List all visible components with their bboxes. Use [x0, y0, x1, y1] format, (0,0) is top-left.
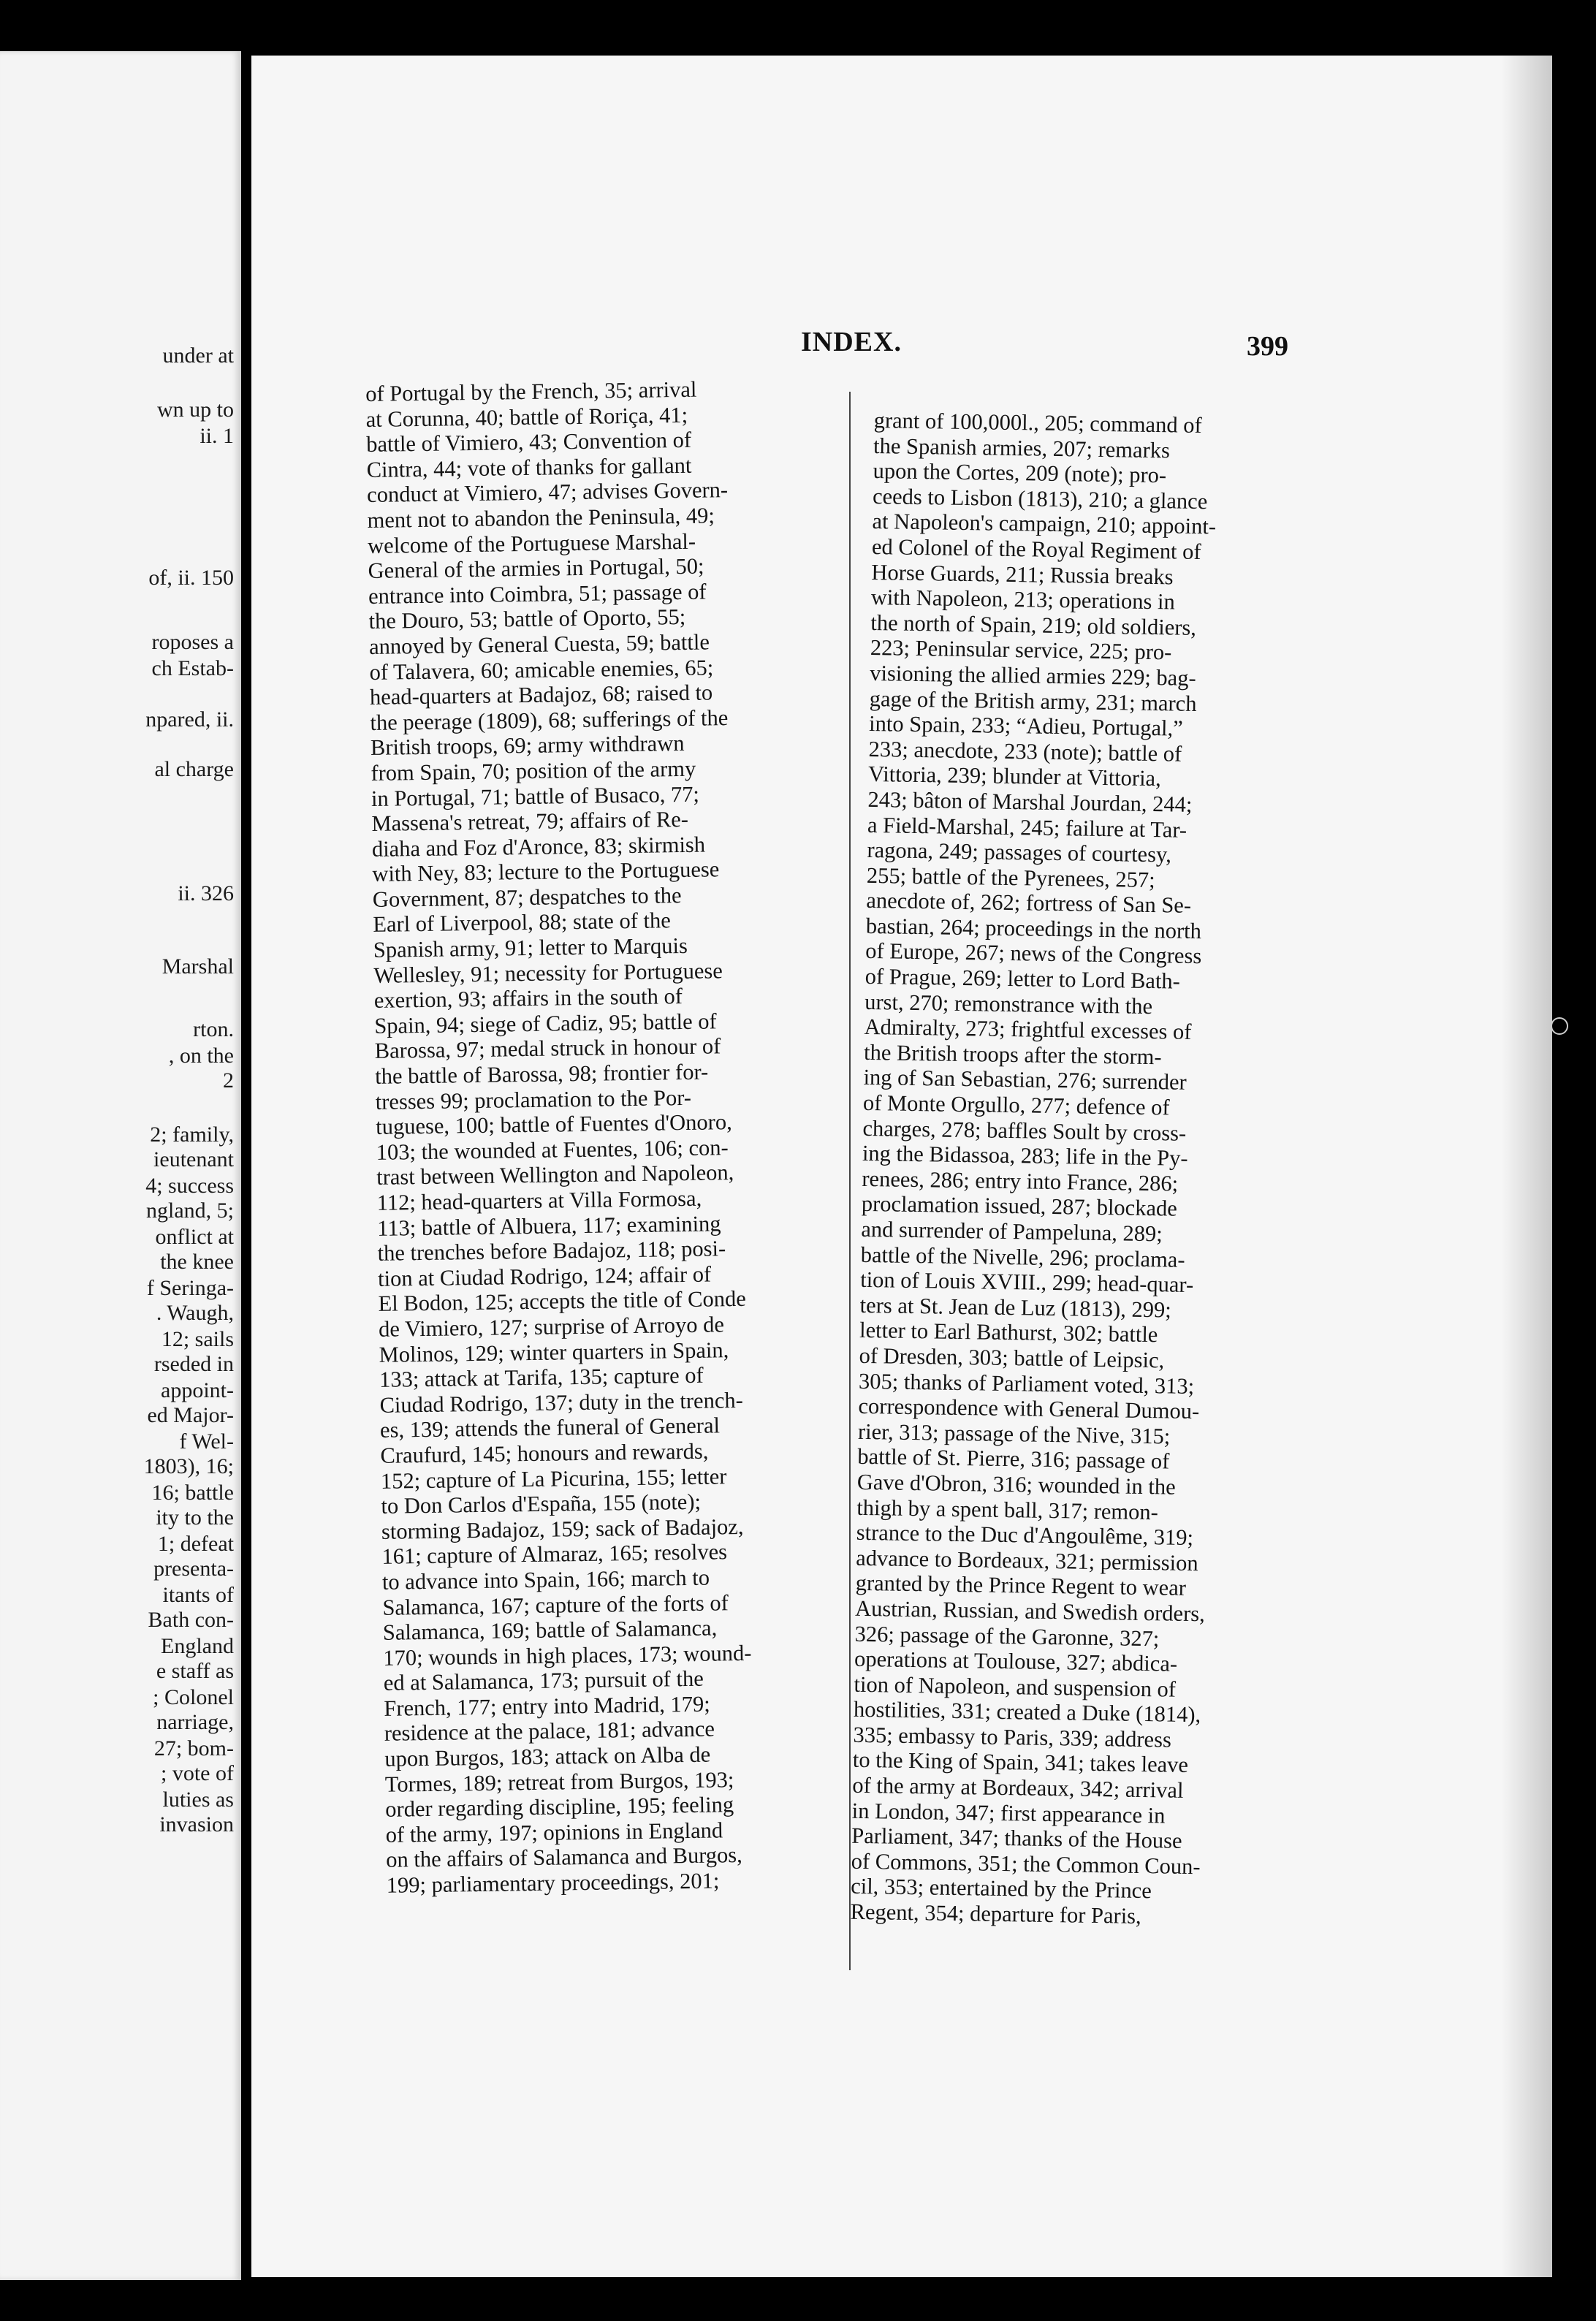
page-number: 399 — [1247, 331, 1288, 362]
index-entry-line: of Europe, 267; news of the Congress — [865, 938, 1202, 969]
facing-page-fragment: roposes a — [151, 630, 234, 654]
index-entry-line: ment not to abandon the Peninsula, 49; — [367, 503, 715, 533]
index-entry-line: granted by the Prince Regent to wear — [855, 1570, 1187, 1601]
index-entry-line: with Napoleon, 213; operations in — [870, 585, 1176, 615]
page-heading: INDEX. — [801, 327, 902, 357]
index-entry-line: Molinos, 129; winter quarters in Spain, — [379, 1337, 729, 1367]
index-entry-line: Barossa, 97; medal struck in honour of — [374, 1033, 721, 1064]
index-entry-line: upon the Cortes, 209 (note); pro- — [873, 458, 1167, 488]
index-entry-line: entrance into Coimbra, 51; passage of — [368, 579, 707, 609]
facing-page-fragment: ch Estab- — [151, 656, 234, 680]
index-entry-line: 112; head-quarters at Villa Formosa, — [376, 1185, 702, 1215]
facing-page-fragment: rseded in — [153, 1352, 234, 1376]
index-entry-line: the battle of Barossa, 98; frontier for- — [375, 1059, 709, 1089]
index-entry-line: 199; parliamentary proceedings, 201; — [386, 1868, 720, 1898]
facing-page-fragment: ity to the — [156, 1505, 234, 1530]
index-entry-line: Admiralty, 273; frightful excesses of — [864, 1014, 1192, 1045]
index-entry-line: 233; anecdote, 233 (note); battle of — [868, 736, 1182, 767]
index-entry-line: Tormes, 189; retreat from Burgos, 193; — [384, 1766, 734, 1797]
index-entry-line: in London, 347; first appearance in — [851, 1798, 1166, 1828]
facing-page-fragment: ieutenant — [153, 1147, 234, 1171]
index-entry-line: Regent, 354; departure for Paris, — [850, 1899, 1141, 1929]
index-entry-line: the peerage (1809), 68; sufferings of the — [370, 704, 729, 735]
index-entry-line: advance to Bordeaux, 321; permission — [856, 1545, 1198, 1576]
index-entry-line: trast between Wellington and Napoleon, — [376, 1160, 734, 1190]
index-entry-line: 335; embassy to Paris, 339; address — [853, 1722, 1172, 1752]
facing-page-fragment: ii. 1 — [200, 424, 234, 448]
facing-page-left — [0, 51, 241, 2280]
facing-page-fragment: e staff as — [156, 1659, 234, 1683]
index-entry-line: anecdote of, 262; fortress of San Se- — [866, 888, 1192, 919]
facing-page-fragment: npared, ii. — [145, 707, 234, 732]
index-entry-line: tresses 99; proclamation to the Por- — [375, 1084, 692, 1114]
index-entry-line: rier, 313; passage of the Nive, 315; — [857, 1418, 1171, 1449]
book-gutter — [241, 0, 251, 2321]
index-entry-line: 113; battle of Albuera, 117; examining — [376, 1210, 721, 1241]
index-entry-line: upon Burgos, 183; attack on Alba de — [384, 1741, 711, 1771]
index-entry-line: 243; bâton of Marshal Jourdan, 244; — [867, 786, 1193, 817]
index-entry-line: battle of the Nivelle, 296; proclama- — [860, 1242, 1185, 1272]
index-entry-line: proclamation issued, 287; blockade — [861, 1191, 1178, 1222]
index-entry-line: 326; passage of the Garonne, 327; — [854, 1621, 1160, 1651]
index-entry-line: Horse Guards, 211; Russia breaks — [871, 559, 1174, 590]
index-entry-line: in Portugal, 71; battle of Busaco, 77; — [370, 781, 700, 811]
index-entry-line: Massena's retreat, 79; affairs of Re- — [371, 806, 689, 837]
facing-page-fragment: 16; battle — [151, 1481, 234, 1505]
index-entry-line: es, 139; attends the funeral of General — [379, 1413, 721, 1443]
facing-page-fragment: 27; bom- — [153, 1736, 234, 1760]
facing-page-fragment: wn up to — [157, 398, 234, 422]
facing-page-fragment: under at — [162, 343, 234, 368]
facing-page-fragment: narriage, — [156, 1710, 234, 1734]
facing-page-fragment: f Seringa- — [146, 1276, 234, 1300]
index-entry-line: diaha and Foz d'Aronce, 83; skirmish — [371, 832, 706, 862]
index-entry-line: into Spain, 233; “Adieu, Portugal,” — [868, 711, 1183, 741]
index-entry-line: to the King of Spain, 341; takes leave — [852, 1747, 1189, 1778]
index-entry-line: ters at St. Jean de Luz (1813), 299; — [859, 1292, 1171, 1323]
index-entry-line: de Vimiero, 127; surprise of Arroyo de — [378, 1312, 725, 1342]
facing-page-fragment: presenta- — [153, 1557, 234, 1581]
facing-page-fragment: 1803), 16; — [143, 1454, 234, 1478]
index-entry-line: tion at Ciudad Rodrigo, 124; affair of — [377, 1261, 712, 1291]
index-entry-line: tuguese, 100; battle of Fuentes d'Onoro, — [376, 1109, 732, 1140]
facing-page-fragment: 4; success — [145, 1174, 234, 1198]
index-entry-line: British troops, 69; army withdrawn — [370, 731, 685, 761]
index-entry-line: the Douro, 53; battle of Oporto, 55; — [368, 604, 686, 634]
facing-page-fragment: , on the — [168, 1044, 234, 1068]
facing-page-fragment: the knee — [160, 1250, 234, 1274]
index-entry-line: head-quarters at Badajoz, 68; raised to — [369, 680, 713, 710]
facing-page-fragment: ii. 326 — [178, 881, 234, 905]
index-entry-line: 133; attack at Tarifa, 135; capture of — [379, 1362, 704, 1393]
index-entry-line: Salamanca, 169; battle of Salamanca, — [382, 1615, 718, 1645]
index-entry-line: at Napoleon's campaign, 210; appoint- — [872, 509, 1217, 539]
index-entry-line: of Talavera, 60; amicable enemies, 65; — [369, 654, 714, 685]
index-entry-line: ed Colonel of the Royal Regiment of — [871, 533, 1201, 565]
index-entry-line: ed at Salamanca, 173; pursuit of the — [383, 1665, 704, 1696]
index-entry-line: correspondence with General Dumou- — [858, 1393, 1200, 1424]
facing-page-fragment: invasion — [159, 1812, 234, 1836]
index-column-right — [850, 408, 1294, 1931]
index-entry-line: 152; capture of La Picurina, 155; letter — [380, 1463, 727, 1494]
index-entry-line: of the army, 197; opinions in England — [385, 1817, 723, 1847]
index-entry-line: Cintra, 44; vote of thanks for gallant — [366, 452, 692, 482]
index-column-left — [365, 375, 847, 1898]
index-entry-line: annoyed by General Cuesta, 59; battle — [368, 629, 710, 659]
facing-page-fragment: al charge — [154, 757, 234, 781]
index-entry-line: visioning the allied armies 229; bag- — [870, 660, 1196, 691]
index-entry-line: charges, 278; baffles Soult by cross- — [862, 1115, 1187, 1146]
facing-page-fragment: f Wel- — [179, 1429, 234, 1454]
index-entry-line: operations at Toulouse, 327; abdica- — [854, 1646, 1178, 1676]
index-entry-line: of Dresden, 303; battle of Leipsic, — [859, 1342, 1165, 1373]
index-entry-line: from Spain, 70; position of the army — [370, 756, 696, 786]
index-entry-line: 223; Peninsular service, 225; pro- — [870, 635, 1172, 665]
facing-page-fragment: 2 — [223, 1068, 234, 1093]
index-entry-line: conduct at Vimiero, 47; advises Govern- — [366, 477, 729, 508]
index-entry-line: battle of Vimiero, 43; Convention of — [365, 427, 692, 457]
index-entry-line: battle of St. Pierre, 316; passage of — [857, 1444, 1170, 1474]
index-entry-line: tion of Louis XVIII., 299; head-quar- — [859, 1267, 1194, 1298]
index-entry-line: Parliament, 347; thanks of the House — [851, 1823, 1182, 1854]
index-entry-line: Earl of Liverpool, 88; state of the — [373, 908, 671, 938]
index-entry-line: of the army at Bordeaux, 342; arrival — [852, 1772, 1184, 1803]
index-entry-line: ing the Bidassoa, 283; life in the Py- — [862, 1141, 1188, 1171]
index-entry-line: thigh by a spent ball, 317; remon- — [856, 1494, 1159, 1524]
index-entry-line: of Prague, 269; letter to Lord Bath- — [864, 963, 1181, 994]
facing-page-fragment: 1; defeat — [157, 1532, 234, 1556]
facing-page-fragment: Marshal — [162, 954, 234, 979]
index-entry-line: tion of Napoleon, and suspension of — [854, 1671, 1177, 1702]
facing-page-fragment: England — [161, 1634, 234, 1658]
index-entry-line: and surrender of Pampeluna, 289; — [861, 1216, 1163, 1247]
index-entry-line: 161; capture of Almaraz, 165; resolves — [381, 1539, 728, 1570]
index-entry-line: Craufurd, 145; honours and rewards, — [380, 1438, 709, 1468]
index-entry-line: on the affairs of Salamanca and Burgos, — [386, 1842, 743, 1873]
page-header — [251, 326, 1552, 370]
index-entry-line: Spain, 94; siege of Cadiz, 95; battle of — [374, 1008, 717, 1038]
index-entry-line: gage of the British army, 231; march — [869, 685, 1197, 716]
index-entry-line: 103; the wounded at Fuentes, 106; con- — [376, 1134, 729, 1165]
facing-page-fragment: luties as — [162, 1788, 234, 1812]
index-entry-line: of Commons, 351; the Common Coun- — [851, 1848, 1201, 1880]
facing-page-fragment: Bath con- — [148, 1608, 234, 1632]
facing-page-fragment: ngland, 5; — [146, 1199, 234, 1223]
index-entry-line: ragona, 249; passages of courtesy, — [867, 837, 1172, 867]
index-entry-line: French, 177; entry into Madrid, 179; — [384, 1691, 710, 1721]
index-entry-line: residence at the palace, 181; advance — [384, 1716, 715, 1747]
facing-page-fragment: ed Major- — [147, 1403, 234, 1427]
scan-edge-mark — [1551, 1017, 1568, 1035]
index-entry-line: at Corunna, 40; battle of Roriça, 41; — [365, 402, 688, 432]
facing-page-fragment: of, ii. 150 — [148, 566, 234, 590]
index-entry-line: order regarding discipline, 195; feeling — [385, 1792, 734, 1823]
column-divider — [849, 392, 851, 1970]
index-entry-line: Austrian, Russian, and Swedish orders, — [854, 1595, 1206, 1627]
index-entry-line: of Portugal by the French, 35; arrival — [365, 376, 697, 406]
index-entry-line: Salamanca, 167; capture of the forts of — [382, 1589, 729, 1620]
index-entry-line: to Don Carlos d'España, 155 (note); — [381, 1489, 702, 1519]
index-entry-line: grant of 100,000l., 205; command of — [873, 408, 1202, 438]
index-entry-line: urst, 270; remonstrance with the — [864, 989, 1153, 1019]
index-entry-line: welcome of the Portuguese Marshal- — [367, 528, 696, 558]
index-entry-line: storming Badajoz, 159; sack of Badajoz, — [381, 1513, 744, 1544]
index-entry-line: the British troops after the storm- — [863, 1039, 1162, 1070]
index-entry-line: strance to the Duc d'Angoulême, 319; — [856, 1519, 1194, 1551]
index-entry-line: Vittoria, 239; blunder at Vittoria, — [867, 761, 1162, 791]
index-entry-line: cil, 353; entertained by the Prince — [850, 1874, 1152, 1904]
index-entry-line: hostilities, 331; created a Duke (1814), — [853, 1697, 1201, 1728]
index-entry-line: Gave d'Obron, 316; wounded in the — [856, 1469, 1176, 1500]
facing-page-fragment: ; Colonel — [153, 1685, 234, 1709]
index-entry-line: bastian, 264; proceedings in the north — [865, 913, 1202, 943]
facing-page-fragment: onflict at — [155, 1225, 234, 1249]
index-entry-line: ing of San Sebastian, 276; surrender — [863, 1065, 1187, 1095]
index-entry-line: of Monte Orgullo, 277; defence of — [862, 1090, 1170, 1120]
facing-page-fragment: ; vote of — [161, 1761, 234, 1785]
index-entry-line: the trenches before Badajoz, 118; posi- — [377, 1236, 726, 1266]
facing-page-fragment: appoint- — [161, 1378, 234, 1402]
index-entry-line: Spanish army, 91; letter to Marquis — [373, 932, 688, 962]
index-entry-line: General of the armies in Portugal, 50; — [368, 553, 704, 584]
index-entry-line: ceeds to Lisbon (1813), 210; a glance — [872, 483, 1208, 514]
index-entry-line: Government, 87; despatches to the — [372, 882, 682, 912]
facing-page-fragment: itants of — [162, 1583, 234, 1607]
index-entry-line: exertion, 93; affairs in the south of — [373, 984, 683, 1014]
index-entry-line: renees, 286; entry into France, 286; — [862, 1166, 1179, 1196]
index-entry-line: Ciudad Rodrigo, 137; duty in the trench- — [379, 1387, 743, 1418]
index-entry-line: 170; wounds in high places, 173; wound- — [383, 1640, 752, 1671]
index-entry-line: Wellesley, 91; necessity for Portuguese — [373, 957, 723, 988]
index-entry-line: El Bodon, 125; accepts the title of Conde — [378, 1286, 746, 1317]
index-entry-line: with Ney, 83; lecture to the Portuguese — [372, 856, 720, 887]
facing-page-fragment: rton. — [193, 1017, 234, 1041]
index-entry-line: a Field-Marshal, 245; failure at Tar- — [867, 812, 1188, 843]
index-entry-line: 255; battle of the Pyrenees, 257; — [866, 862, 1155, 892]
index-page — [251, 56, 1552, 2277]
facing-page-fragment: 2; family, — [150, 1122, 234, 1147]
index-entry-line: the north of Spain, 219; old soldiers, — [870, 609, 1197, 640]
index-entry-line: letter to Earl Bathurst, 302; battle — [859, 1318, 1158, 1348]
index-entry-line: to advance into Spain, 166; march to — [381, 1565, 710, 1595]
facing-page-fragment: 12; sails — [161, 1327, 234, 1351]
index-entry-line: the Spanish armies, 207; remarks — [873, 433, 1171, 463]
facing-page-fragment: . Waugh, — [156, 1301, 234, 1325]
index-entry-line: 305; thanks of Parliament voted, 313; — [858, 1368, 1195, 1399]
